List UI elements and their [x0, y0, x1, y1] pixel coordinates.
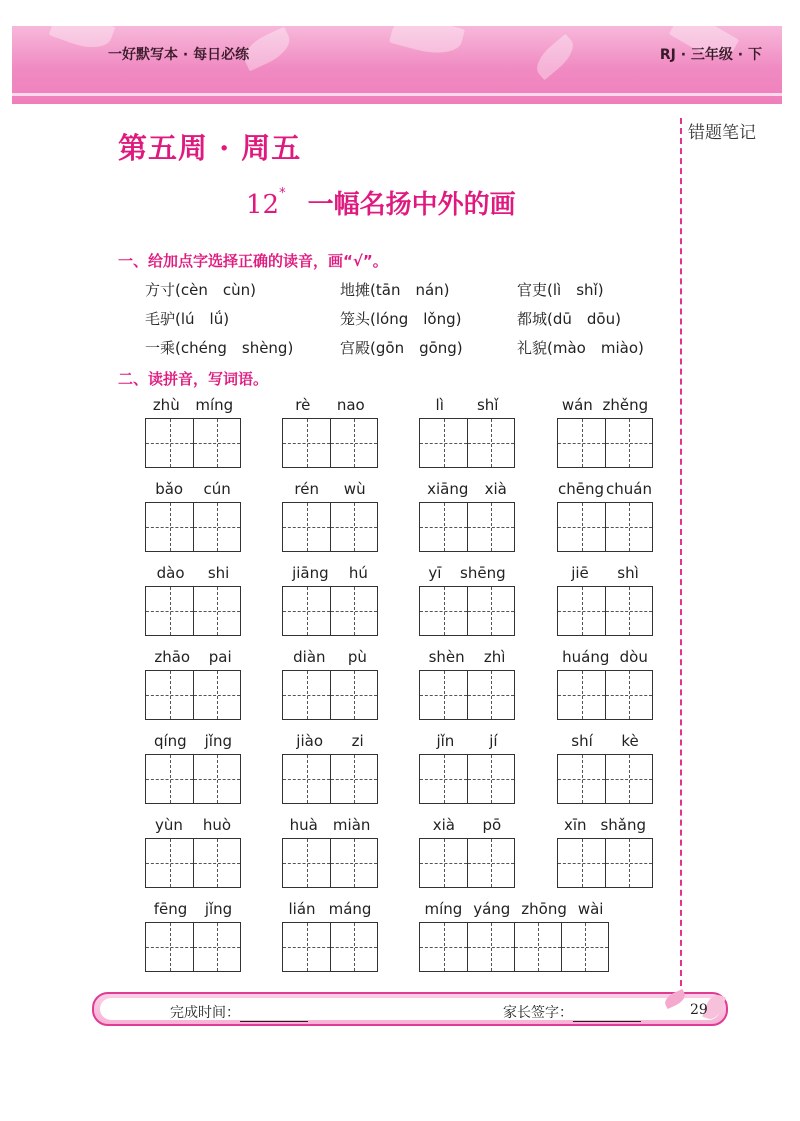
pinyin-line [419, 480, 515, 498]
word-text: 地摊 [340, 281, 371, 299]
writing-grid [557, 586, 653, 636]
pinyin-line [419, 816, 515, 834]
pinyin-options: (tān nán) [370, 281, 450, 299]
pinyin-syllable: huáng [562, 648, 610, 666]
writing-cell[interactable] [283, 419, 330, 467]
pinyin-line [145, 396, 241, 414]
pinyin-syllable: shí [571, 732, 593, 750]
writing-cell[interactable] [558, 503, 605, 551]
pinyin-options: (lóng lǒng) [370, 310, 462, 328]
pinyin-options: (dū dōu) [547, 310, 621, 328]
pinyin-syllable: wài [577, 900, 604, 918]
writing-cell[interactable] [193, 587, 240, 635]
pronunciation-item[interactable] [340, 279, 450, 300]
writing-cell[interactable] [146, 419, 193, 467]
pinyin-syllable: jiāng [292, 564, 329, 582]
writing-cell[interactable] [420, 671, 467, 719]
writing-cell[interactable] [467, 755, 514, 803]
writing-grid [145, 838, 241, 888]
pinyin-syllable: yī [428, 564, 442, 582]
pinyin-syllable: jiào [296, 732, 324, 750]
pinyin-syllable: jǐn [436, 732, 455, 750]
pinyin-syllable: miàn [332, 816, 371, 834]
pinyin-syllable: shǐ [476, 396, 499, 414]
pinyin-line [557, 564, 653, 582]
writing-cell[interactable] [605, 587, 652, 635]
writing-cell[interactable] [146, 923, 193, 971]
pinyin-line [282, 648, 378, 666]
pinyin-word [557, 732, 653, 804]
writing-cell[interactable] [330, 839, 377, 887]
pinyin-word [419, 900, 609, 972]
writing-grid [145, 418, 241, 468]
completion-time [170, 1002, 308, 1022]
word-text: 笼头 [340, 310, 371, 328]
pronunciation-item[interactable] [340, 337, 463, 358]
pinyin-syllable: qíng [153, 732, 187, 750]
pinyin-syllable: míng [195, 396, 234, 414]
writing-grid [145, 586, 241, 636]
writing-grid [419, 670, 515, 720]
writing-cell[interactable] [420, 503, 467, 551]
pinyin-syllable: xīn [563, 816, 587, 834]
book-title: 一好默写本 · 每日必练 [108, 47, 250, 63]
pinyin-line [419, 396, 515, 414]
pinyin-syllable: zhù [152, 396, 180, 414]
writing-grid [145, 754, 241, 804]
writing-cell[interactable] [146, 671, 193, 719]
writing-grid [419, 838, 515, 888]
writing-cell[interactable] [283, 503, 330, 551]
pinyin-word [282, 648, 378, 720]
pinyin-syllable: zhì [483, 648, 506, 666]
notes-label: 错题笔记 [688, 123, 756, 143]
word-text: 礼貌 [517, 339, 548, 357]
writing-grid [419, 754, 515, 804]
pinyin-syllable: zhāo [154, 648, 191, 666]
writing-grid [419, 418, 515, 468]
writing-cell[interactable] [605, 839, 652, 887]
pinyin-line [282, 732, 378, 750]
pinyin-syllable: pai [208, 648, 232, 666]
pinyin-word [145, 900, 241, 972]
pinyin-line [419, 900, 609, 918]
pinyin-syllable: shēng [460, 564, 506, 582]
section-2-title: 二、读拼音，写词语。 [118, 370, 269, 388]
word-text: 一乘 [145, 339, 176, 357]
pinyin-syllable: hú [348, 564, 368, 582]
writing-cell[interactable] [514, 923, 561, 971]
pinyin-syllable: huà [289, 816, 318, 834]
pinyin-options: (chéng shèng) [175, 339, 294, 357]
writing-cell[interactable] [193, 503, 240, 551]
writing-cell[interactable] [283, 671, 330, 719]
pinyin-word [282, 396, 378, 468]
pinyin-line [145, 480, 241, 498]
header-banner [12, 26, 782, 104]
pinyin-word [145, 396, 241, 468]
pinyin-syllable: zi [351, 732, 364, 750]
writing-cell[interactable] [193, 755, 240, 803]
writing-cell[interactable] [467, 839, 514, 887]
pinyin-line [282, 900, 378, 918]
writing-cell[interactable] [283, 839, 330, 887]
completion-time-label: 完成时间： [170, 1005, 240, 1021]
petal-decoration [49, 26, 116, 55]
pinyin-word [282, 900, 378, 972]
pinyin-syllable: shèn [428, 648, 465, 666]
writing-cell[interactable] [605, 503, 652, 551]
pinyin-word [419, 480, 515, 552]
writing-grid [282, 502, 378, 552]
pinyin-syllable: dòu [619, 648, 648, 666]
pinyin-syllable: cún [203, 480, 231, 498]
pinyin-word [557, 816, 653, 888]
writing-cell[interactable] [330, 419, 377, 467]
writing-cell[interactable] [558, 419, 605, 467]
writing-grid [557, 670, 653, 720]
notes-divider [680, 118, 682, 986]
pronunciation-item[interactable] [517, 308, 621, 329]
writing-cell[interactable] [193, 839, 240, 887]
writing-grid [145, 502, 241, 552]
pinyin-word [145, 816, 241, 888]
writing-grid [282, 670, 378, 720]
pinyin-syllable: huò [202, 816, 232, 834]
pinyin-word [419, 816, 515, 888]
writing-cell[interactable] [330, 587, 377, 635]
pinyin-word [145, 480, 241, 552]
writing-cell[interactable] [146, 587, 193, 635]
writing-cell[interactable] [193, 419, 240, 467]
writing-cell[interactable] [146, 839, 193, 887]
pinyin-word [419, 564, 515, 636]
pronunciation-item[interactable] [145, 279, 256, 300]
writing-cell[interactable] [420, 587, 467, 635]
writing-cell[interactable] [146, 503, 193, 551]
word-text: 毛驴 [145, 310, 176, 328]
pinyin-syllable: rè [295, 396, 311, 414]
petal-decoration [530, 34, 579, 80]
pinyin-syllable: zhěng [602, 396, 649, 414]
writing-cell[interactable] [420, 755, 467, 803]
writing-cell[interactable] [467, 587, 514, 635]
writing-cell[interactable] [467, 419, 514, 467]
writing-grid [282, 586, 378, 636]
pinyin-syllable: wán [561, 396, 593, 414]
pinyin-syllable: shì [617, 564, 639, 582]
pinyin-line [419, 732, 515, 750]
pinyin-line [145, 648, 241, 666]
page-number: 29 [690, 1002, 708, 1018]
pinyin-syllable: lì [435, 396, 444, 414]
pinyin-syllable: dào [156, 564, 185, 582]
lesson-number: 12 [246, 190, 280, 220]
writing-cell[interactable] [605, 755, 652, 803]
writing-grid [419, 502, 515, 552]
writing-cell[interactable] [467, 503, 514, 551]
writing-cell[interactable] [330, 503, 377, 551]
writing-cell[interactable] [283, 923, 330, 971]
pinyin-syllable: chēng [558, 480, 605, 498]
writing-grid [419, 922, 609, 972]
writing-cell[interactable] [193, 923, 240, 971]
pinyin-options: (lú lǘ) [175, 310, 230, 328]
lesson-title [246, 184, 516, 221]
pinyin-line [145, 732, 241, 750]
pinyin-line [557, 480, 653, 498]
writing-cell[interactable] [330, 671, 377, 719]
pinyin-word [557, 396, 653, 468]
pronunciation-item[interactable] [517, 279, 604, 300]
pinyin-syllable: yùn [154, 816, 183, 834]
pinyin-options: (gōn gōng) [370, 339, 463, 357]
writing-cell[interactable] [558, 839, 605, 887]
writing-cell[interactable] [558, 755, 605, 803]
pinyin-line [282, 564, 378, 582]
pinyin-syllable: pù [347, 648, 367, 666]
pinyin-word [145, 564, 241, 636]
header-strip [12, 93, 782, 96]
pinyin-syllable: máng [328, 900, 372, 918]
writing-cell[interactable] [283, 755, 330, 803]
writing-cell[interactable] [558, 587, 605, 635]
writing-grid [419, 586, 515, 636]
pinyin-word [282, 480, 378, 552]
pinyin-syllable: fēng [153, 900, 188, 918]
word-text: 方寸 [145, 281, 176, 299]
writing-cell[interactable] [605, 419, 652, 467]
writing-cell[interactable] [193, 671, 240, 719]
writing-cell[interactable] [558, 671, 605, 719]
pinyin-syllable: míng [424, 900, 463, 918]
writing-cell[interactable] [330, 923, 377, 971]
writing-grid [145, 670, 241, 720]
pinyin-word [557, 648, 653, 720]
lesson-name: 一幅名扬中外的画 [307, 190, 516, 220]
pinyin-syllable: yáng [473, 900, 511, 918]
pinyin-word [419, 648, 515, 720]
pinyin-line [145, 564, 241, 582]
pinyin-line [557, 648, 653, 666]
pinyin-line [145, 816, 241, 834]
pinyin-syllable: bǎo [155, 480, 184, 498]
writing-grid [557, 418, 653, 468]
pinyin-word [282, 732, 378, 804]
pinyin-syllable: pō [482, 816, 502, 834]
pronunciation-item[interactable] [145, 337, 293, 358]
pinyin-line [282, 816, 378, 834]
writing-grid [282, 922, 378, 972]
writing-cell[interactable] [420, 839, 467, 887]
pinyin-syllable: diàn [293, 648, 326, 666]
pinyin-syllable: jí [489, 732, 498, 750]
writing-grid [282, 418, 378, 468]
parent-signature-field[interactable] [573, 1009, 641, 1022]
pinyin-line [419, 648, 515, 666]
writing-cell[interactable] [605, 671, 652, 719]
pinyin-syllable: lián [288, 900, 316, 918]
pinyin-line [557, 732, 653, 750]
pinyin-syllable: jǐng [204, 732, 233, 750]
pronunciation-item[interactable] [517, 337, 644, 358]
writing-grid [282, 838, 378, 888]
word-text: 官吏 [517, 281, 548, 299]
pinyin-syllable: shi [207, 564, 230, 582]
writing-cell[interactable] [561, 923, 608, 971]
pinyin-syllable: xiāng [427, 480, 469, 498]
petal-decoration [389, 26, 465, 61]
pinyin-word [557, 480, 653, 552]
writing-cell[interactable] [467, 923, 514, 971]
pinyin-options: (lì shǐ) [547, 281, 604, 299]
pinyin-line [557, 816, 653, 834]
pinyin-word [419, 732, 515, 804]
grade-label: RJ · 三年级 · 下 [659, 47, 762, 63]
word-text: 都城 [517, 310, 548, 328]
pinyin-word [282, 816, 378, 888]
lesson-mark: * [279, 186, 286, 201]
pinyin-word [145, 732, 241, 804]
pinyin-syllable: jiē [571, 564, 589, 582]
pinyin-syllable: chuán [606, 480, 652, 498]
section-1-title: 一、给加点字选择正确的读音，画“√”。 [118, 252, 388, 270]
word-text: 宫殿 [340, 339, 371, 357]
writing-cell[interactable] [420, 419, 467, 467]
pinyin-syllable: rén [294, 480, 319, 498]
pinyin-line [145, 900, 241, 918]
writing-grid [145, 922, 241, 972]
pinyin-line [419, 564, 515, 582]
week-title: 第五周 · 周五 [118, 131, 302, 165]
pinyin-word [145, 648, 241, 720]
writing-cell[interactable] [283, 587, 330, 635]
completion-time-field[interactable] [240, 1009, 308, 1022]
pinyin-syllable: zhōng [521, 900, 567, 918]
pinyin-syllable: xià [432, 816, 455, 834]
pinyin-options: (cèn cùn) [175, 281, 256, 299]
writing-grid [557, 502, 653, 552]
writing-cell[interactable] [467, 671, 514, 719]
parent-signature [503, 1002, 641, 1022]
pinyin-syllable: wù [343, 480, 366, 498]
pinyin-syllable: nao [336, 396, 365, 414]
pinyin-options: (mào miào) [547, 339, 644, 357]
pinyin-word [419, 396, 515, 468]
writing-cell[interactable] [420, 923, 467, 971]
pinyin-line [557, 396, 653, 414]
pinyin-syllable: jǐng [204, 900, 233, 918]
pinyin-syllable: shǎng [600, 816, 647, 834]
writing-grid [557, 754, 653, 804]
pinyin-syllable: kè [621, 732, 639, 750]
writing-cell[interactable] [330, 755, 377, 803]
writing-cell[interactable] [146, 755, 193, 803]
pronunciation-item[interactable] [145, 308, 229, 329]
writing-grid [557, 838, 653, 888]
pinyin-word [282, 564, 378, 636]
pinyin-line [282, 480, 378, 498]
writing-grid [282, 754, 378, 804]
pinyin-word [557, 564, 653, 636]
pinyin-line [282, 396, 378, 414]
pronunciation-item[interactable] [340, 308, 461, 329]
pinyin-syllable: xià [484, 480, 507, 498]
parent-signature-label: 家长签字： [503, 1005, 573, 1021]
